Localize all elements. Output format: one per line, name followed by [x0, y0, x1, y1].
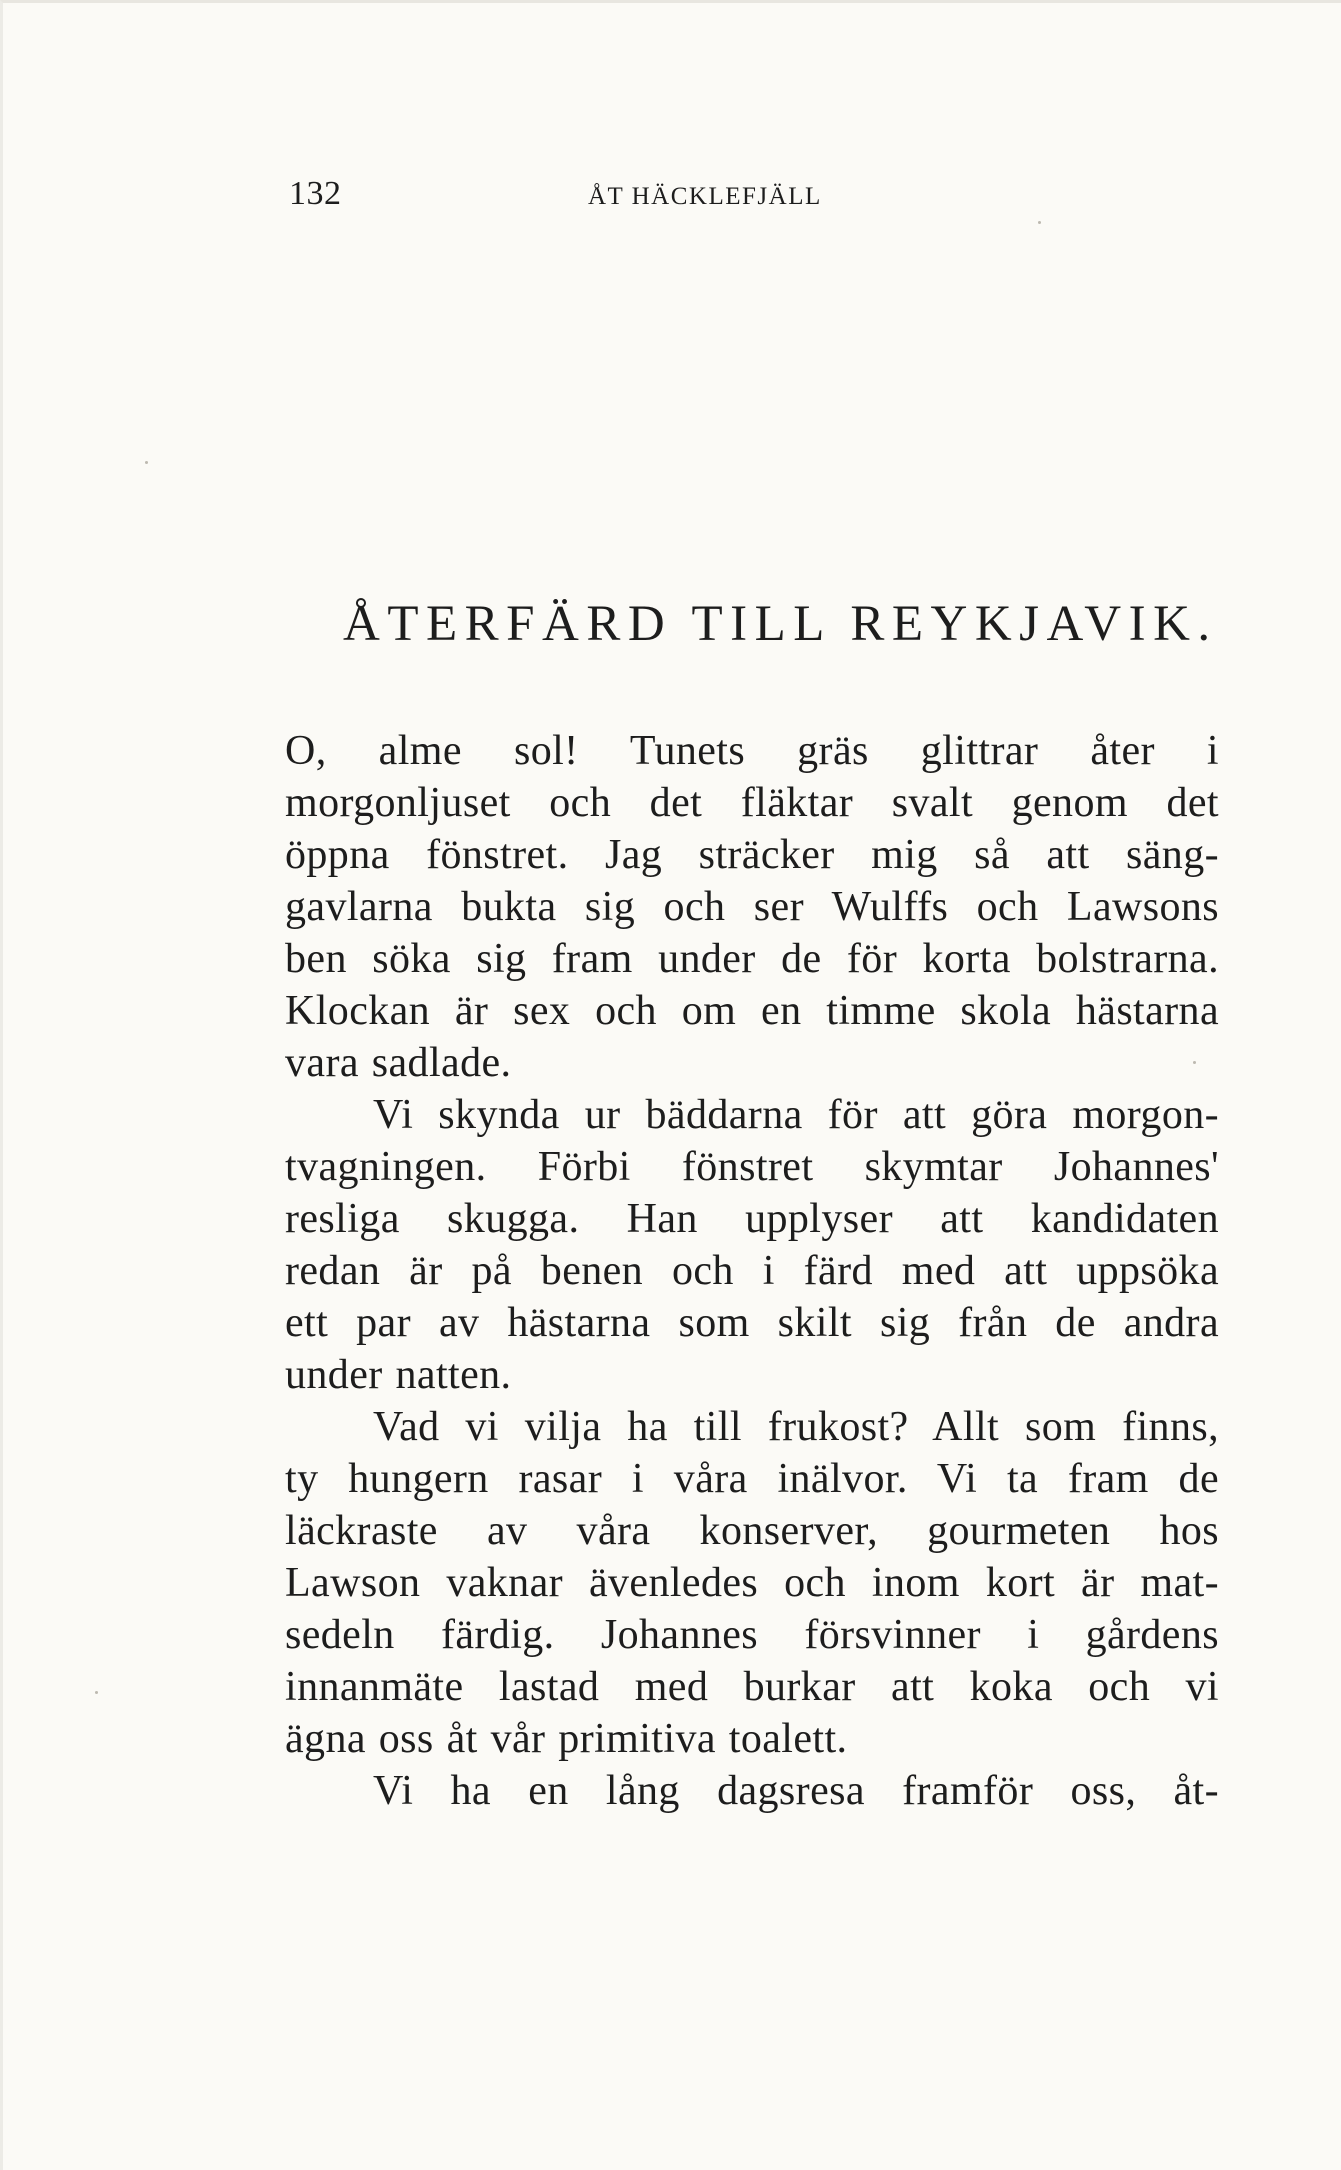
text-line: sedeln färdig. Johannes försvinner i gårdens — [285, 1612, 1219, 1658]
paper-speck — [1038, 221, 1041, 224]
text-line: Klockan är sex och om en timme skola hästarna — [285, 988, 1219, 1034]
text-line: innanmäte lastad med burkar att koka och vi — [285, 1664, 1219, 1710]
text-line: redan är på benen och i färd med att uppsöka — [285, 1248, 1219, 1294]
running-title: ÅT HÄCKLEFJÄLL — [588, 183, 822, 210]
text-line: vara sadlade. — [285, 1040, 512, 1086]
text-line: Vad vi vilja ha till frukost? Allt som finns, — [373, 1404, 1219, 1450]
text-line: Lawson vaknar ävenledes och inom kort är mat- — [285, 1560, 1219, 1606]
text-line: under natten. — [285, 1352, 512, 1398]
text-line: resliga skugga. Han upplyser att kandidaten — [285, 1196, 1219, 1242]
text-line: O, alme sol! Tunets gräs glittrar åter i — [285, 728, 1219, 774]
chapter-title: ÅTERFÄRD TILL REYKJAVIK. — [343, 596, 1218, 652]
text-line: öppna fönstret. Jag sträcker mig så att säng- — [285, 832, 1219, 878]
text-line: ägna oss åt vår primitiva toalett. — [285, 1716, 848, 1762]
paper-speck — [1193, 1061, 1196, 1064]
body-text — [285, 725, 1219, 1817]
running-head — [289, 175, 1189, 219]
text-line: ty hungern rasar i våra inälvor. Vi ta fram de — [285, 1456, 1219, 1502]
text-line: morgonljuset och det fläktar svalt genom det — [285, 780, 1219, 826]
page-number: 132 — [289, 175, 342, 212]
paper-speck — [95, 1691, 98, 1694]
text-line: Vi skynda ur bäddarna för att göra morgon- — [373, 1092, 1219, 1138]
text-line: ett par av hästarna som skilt sig från de andra — [285, 1300, 1219, 1346]
text-line: Vi ha en lång dagsresa framför oss, åt- — [373, 1768, 1219, 1814]
text-line: läckraste av våra konserver, gourmeten hos — [285, 1508, 1219, 1554]
text-line: tvagningen. Förbi fönstret skymtar Johannes' — [285, 1144, 1219, 1190]
paper-speck — [145, 461, 148, 464]
text-line: ben söka sig fram under de för korta bolstrarna. — [285, 936, 1219, 982]
text-line: gavlarna bukta sig och ser Wulffs och Lawsons — [285, 884, 1219, 930]
